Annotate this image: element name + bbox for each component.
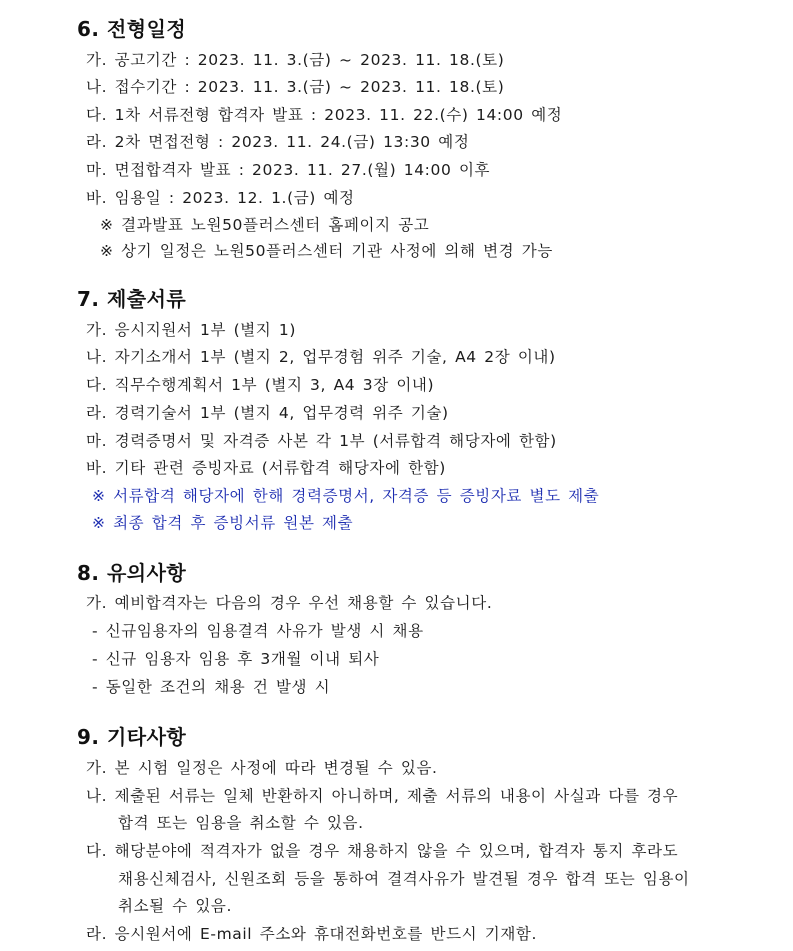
other-item: 라. 응시원서에 E-mail 주소와 휴대전화번호를 반드시 기재함.	[86, 925, 538, 943]
schedule-item-announcement-period: 가. 공고기간 : 2023. 11. 3.(금) ~ 2023. 11. 18.(토)	[86, 51, 505, 69]
other-item-continuation: 합격 또는 임용을 취소할 수 있음.	[118, 814, 364, 832]
other-item: 다. 해당분야에 적격자가 없을 경우 채용하지 않을 수 있으며, 합격자 통지 후라도	[86, 842, 679, 860]
section-heading-precautions: 8. 유의사항	[77, 561, 187, 585]
schedule-note: ※ 결과발표 노원50플러스센터 홈페이지 공고	[100, 216, 430, 234]
schedule-item-final-result: 마. 면접합격자 발표 : 2023. 11. 27.(월) 14:00 이후	[86, 161, 491, 179]
document-note-highlighted: ※ 서류합격 해당자에 한해 경력증명서, 자격증 등 증빙자료 별도 제출	[92, 487, 600, 505]
section-heading-schedule: 6. 전형일정	[77, 17, 187, 41]
other-item: 가. 본 시험 일정은 사정에 따라 변경될 수 있음.	[86, 759, 438, 777]
document-item: 라. 경력기술서 1부 (별지 4, 업무경력 위주 기술)	[86, 404, 449, 422]
section-heading-documents: 7. 제출서류	[77, 287, 187, 311]
document-item: 마. 경력증명서 및 자격증 사본 각 1부 (서류합격 해당자에 한함)	[86, 432, 557, 450]
schedule-note: ※ 상기 일정은 노원50플러스센터 기관 사정에 의해 변경 가능	[100, 242, 553, 260]
section-heading-other: 9. 기타사항	[77, 725, 187, 749]
document-item: 바. 기타 관련 증빙자료 (서류합격 해당자에 한함)	[86, 459, 446, 477]
schedule-item-interview: 라. 2차 면접전형 : 2023. 11. 24.(금) 13:30 예정	[86, 133, 470, 151]
other-item-continuation: 채용신체검사, 신원조회 등을 통하여 결격사유가 발견될 경우 합격 또는 임용이	[118, 870, 690, 888]
precaution-sub-item: - 신규임용자의 임용결격 사유가 발생 시 채용	[92, 622, 424, 640]
precaution-item: 가. 예비합격자는 다음의 경우 우선 채용할 수 있습니다.	[86, 594, 493, 612]
schedule-item-document-result: 다. 1차 서류전형 합격자 발표 : 2023. 11. 22.(수) 14:00 예정	[86, 106, 563, 124]
document-item: 나. 자기소개서 1부 (별지 2, 업무경험 위주 기술, A4 2장 이내)	[86, 348, 556, 366]
precaution-sub-item: - 동일한 조건의 채용 건 발생 시	[92, 678, 331, 696]
schedule-item-application-period: 나. 접수기간 : 2023. 11. 3.(금) ~ 2023. 11. 18.(토)	[86, 78, 505, 96]
document-item: 가. 응시지원서 1부 (별지 1)	[86, 321, 297, 339]
other-item: 나. 제출된 서류는 일체 반환하지 아니하며, 제출 서류의 내용이 사실과 다를 경우	[86, 787, 679, 805]
document-item: 다. 직무수행계획서 1부 (별지 3, A4 3장 이내)	[86, 376, 435, 394]
document-note-highlighted: ※ 최종 합격 후 증빙서류 원본 제출	[92, 514, 354, 532]
schedule-item-appointment-date: 바. 임용일 : 2023. 12. 1.(금) 예정	[86, 189, 355, 207]
precaution-sub-item: - 신규 임용자 임용 후 3개월 이내 퇴사	[92, 650, 380, 668]
other-item-continuation: 취소될 수 있음.	[118, 897, 233, 915]
